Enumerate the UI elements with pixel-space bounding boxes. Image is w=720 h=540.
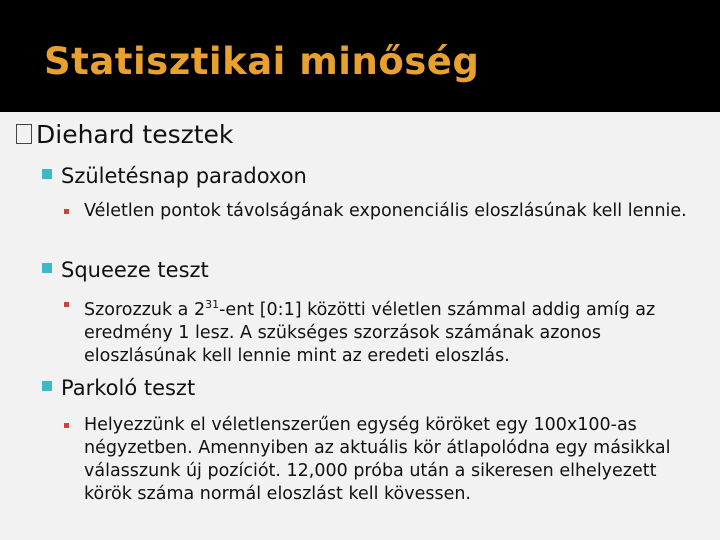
bullet-level1-text: Diehard tesztek [36,120,234,149]
bullet-level3-text: Helyezzünk el véletlenszerűen egység köröket egy 100x100-as négyzetben. Amennyiben az aktuális kör átlapolódna egy másikkal válasszunk új pozíciót. 12,000 próba után a sikeresen elhelyezett körök száma normál eloszlást kell kövessen. [84,415,671,504]
bullet-level2-birthday [42,164,307,188]
bullet-level2-parking [42,376,195,400]
small-square-bullet-icon [64,302,69,307]
bullet-level3-text [64,293,704,368]
small-square-bullet-icon [64,209,69,214]
slide-title: Statisztikai minőség [44,40,480,83]
bullet-level2-text: Születésnap paradoxon [61,164,307,188]
bullet-level3-parking [64,414,704,506]
bullet-level2-squeeze [42,258,209,282]
bullet-level3-birthday [64,200,704,223]
title-bar [0,0,720,112]
detail-text-start: Szorozzuk a 2 [84,299,206,320]
slide-content [0,112,720,540]
square-bullet-icon [42,263,52,273]
small-square-bullet-icon [64,423,69,428]
missing-glyph-box-icon [16,124,32,144]
square-bullet-icon [42,169,52,179]
detail-text-end: -ent [0:1] közötti véletlen számmal addig amíg az eredmény 1 lesz. A szükséges szorzások számának azonos eloszlásúnak kell lennie mint az eredeti eloszlás. [84,299,656,366]
bullet-level1 [16,120,233,149]
square-bullet-icon [42,381,52,391]
bullet-level3-text: Véletlen pontok távolságának exponenciális eloszlásúnak kell lennie. [84,201,687,221]
bullet-level3-squeeze [64,293,704,368]
exponent: 31 [205,298,220,311]
bullet-level2-text: Parkoló teszt [61,376,196,400]
bullet-level2-text: Squeeze teszt [61,258,209,282]
